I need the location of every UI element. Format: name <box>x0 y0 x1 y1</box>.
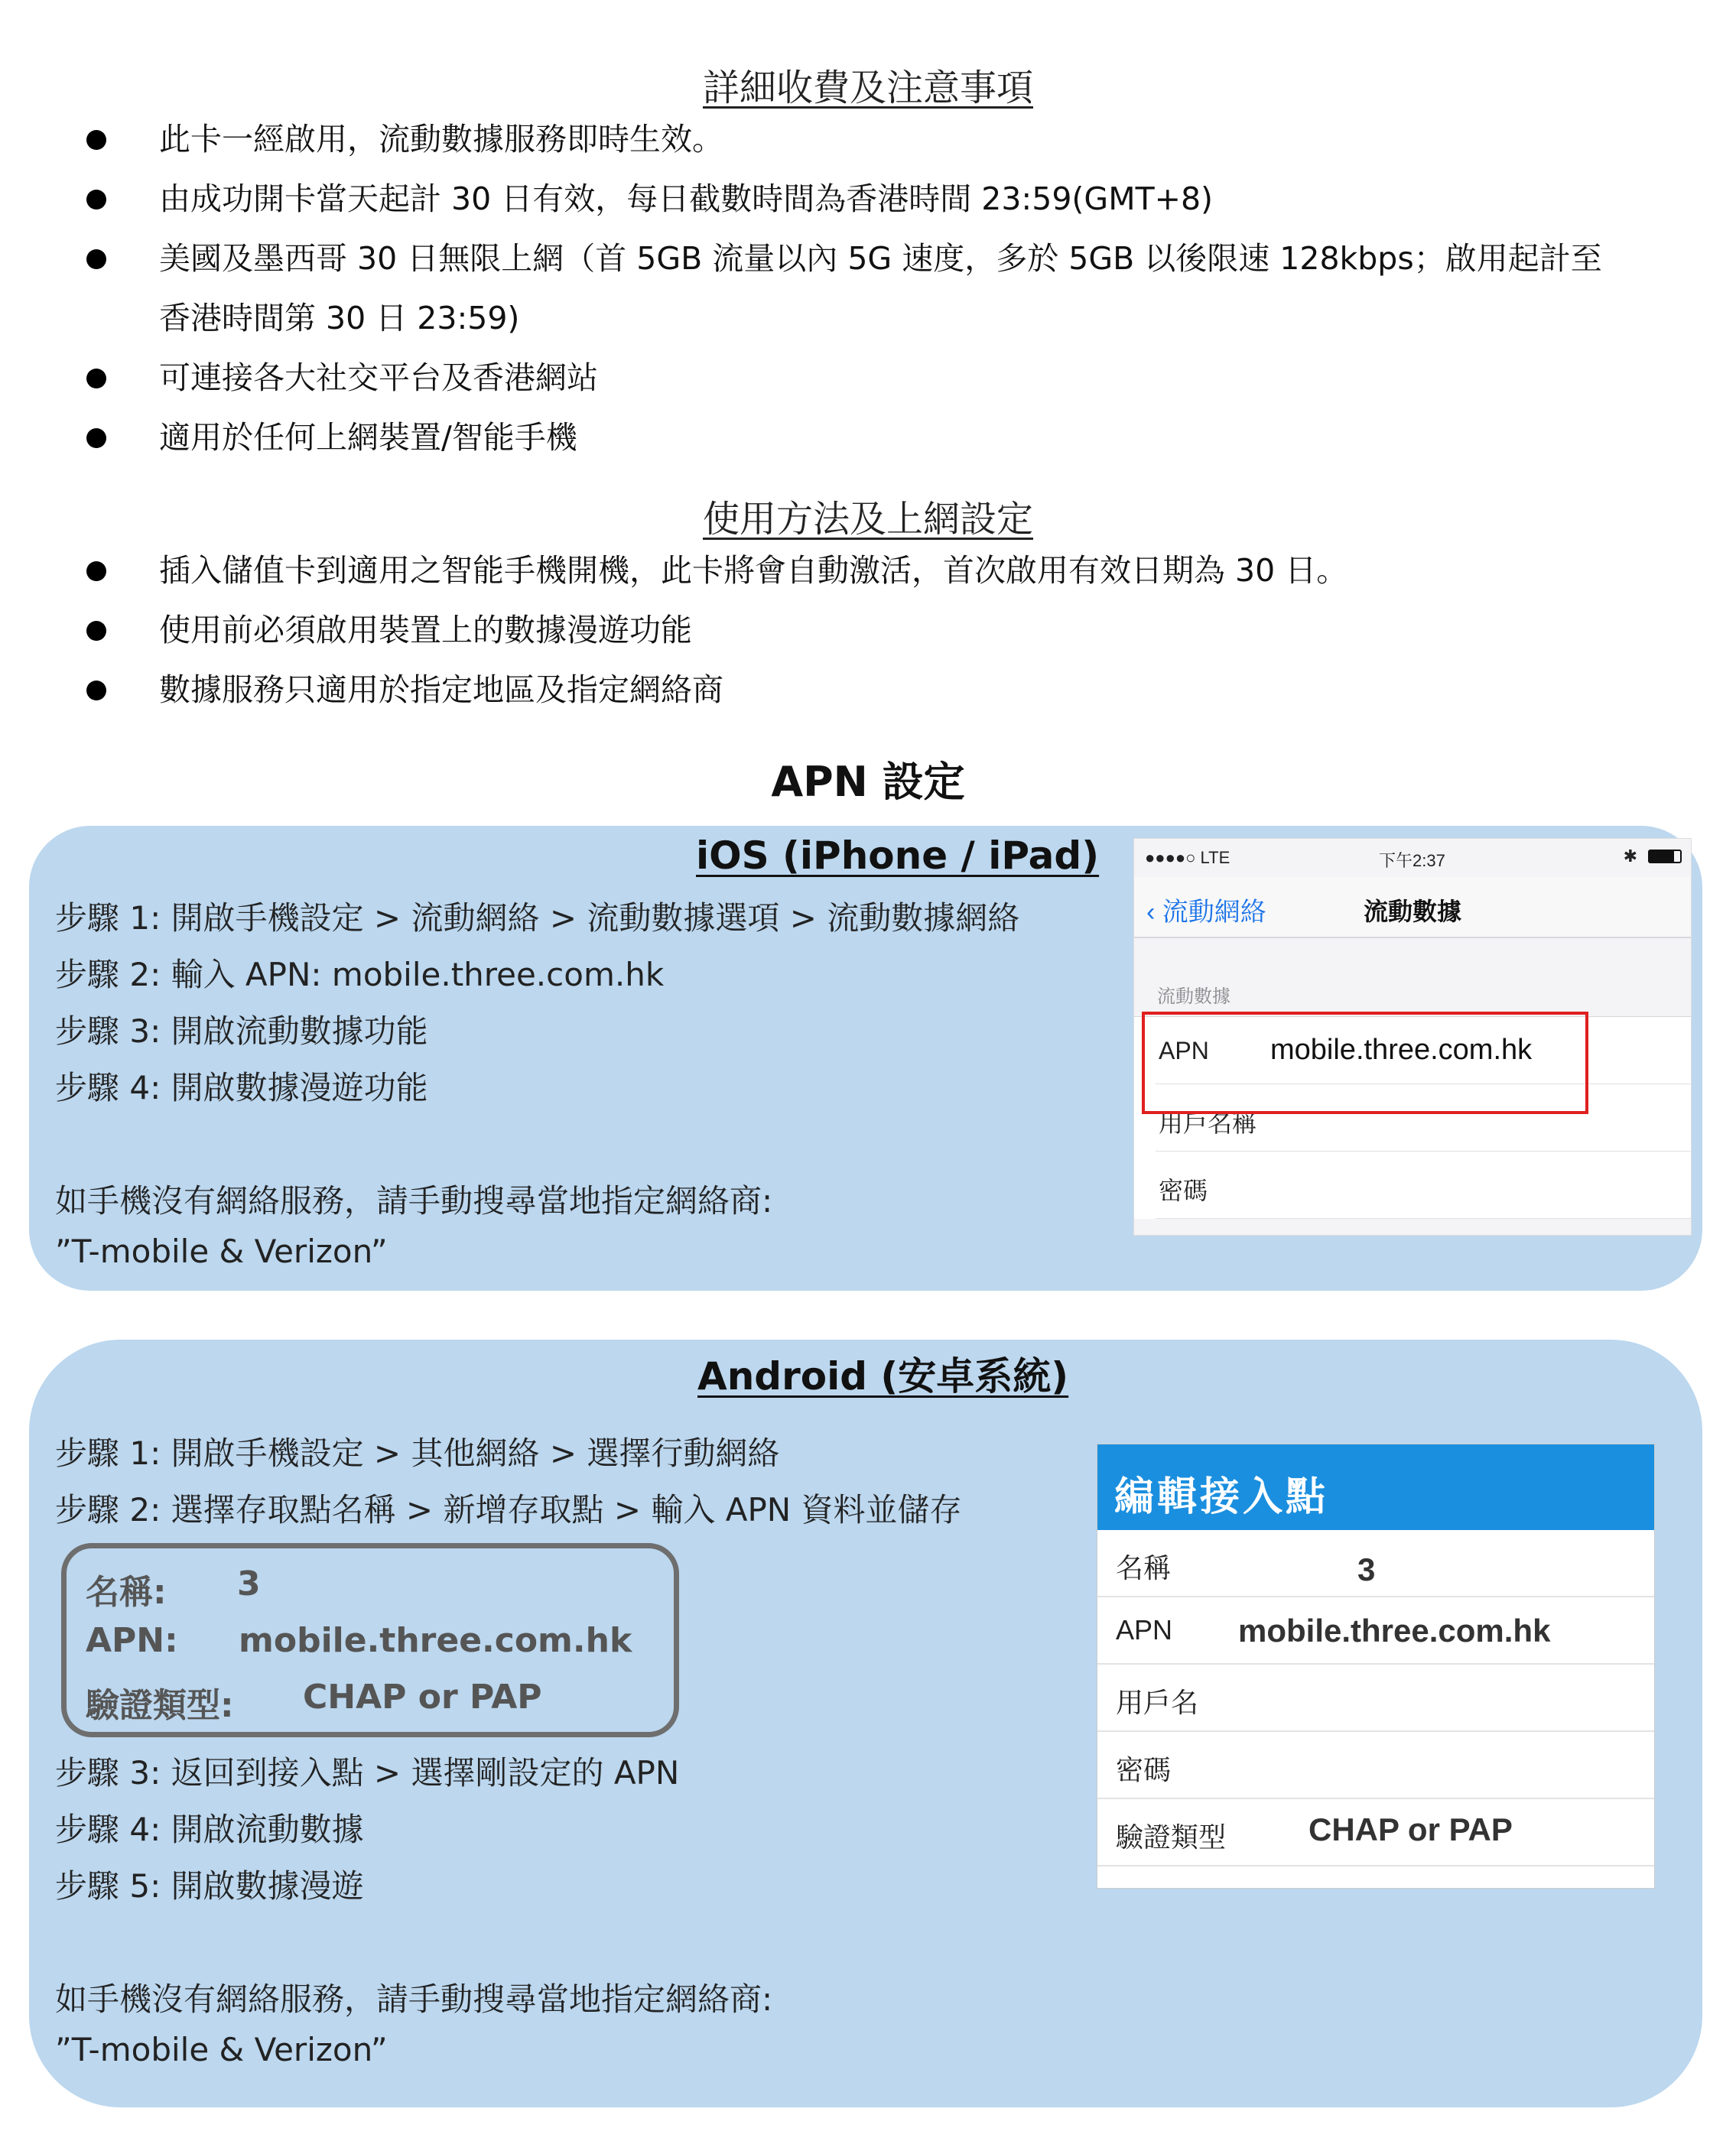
bullet-icon <box>86 428 106 448</box>
apn-value: mobile.three.com.hk <box>239 1621 632 1660</box>
username-row[interactable]: 用戶名稱 <box>1156 1084 1692 1152</box>
apn-settings-title: APN 設定 <box>771 758 965 806</box>
android-operators: ”T-mobile & Verizon” <box>55 2031 388 2068</box>
apn-row[interactable]: APN mobile.three.com.hk <box>1097 1597 1655 1665</box>
usage-heading: 使用方法及上網設定 <box>702 498 1033 541</box>
ios-operators: ”T-mobile & Verizon” <box>55 1233 388 1270</box>
ios-screenshot <box>1133 838 1692 1236</box>
apn-highlight-box <box>1142 1012 1588 1114</box>
android-step-4: 步驟 4: 開啟流動數據 <box>55 1811 364 1848</box>
apn-name-label: 名稱: <box>86 1573 167 1612</box>
bullet-icon <box>86 681 106 700</box>
bullet-icon <box>86 369 106 388</box>
status-time: 下午2:37 <box>1379 851 1445 870</box>
android-step-1: 步驟 1: 開啟手機設定 > 其他網絡 > 選擇行動網絡 <box>55 1434 780 1472</box>
apn-label: APN: <box>86 1621 178 1660</box>
android-title: Android (安卓系統) <box>697 1354 1069 1399</box>
apn-row[interactable]: APN mobile.three.com.hk <box>1156 1017 1692 1084</box>
ios-step-3: 步驟 3: 開啟流動數據功能 <box>55 1012 428 1050</box>
android-screenshot <box>1097 1444 1655 1889</box>
username-row[interactable]: 用戶名 <box>1097 1665 1655 1732</box>
bullet-icon <box>86 561 106 581</box>
auth-type-value: CHAP or PAP <box>303 1678 542 1717</box>
battery-icon <box>1648 850 1682 863</box>
ios-step-4: 步驟 4: 開啟數據漫遊功能 <box>55 1069 428 1106</box>
ios-step-2: 步驟 2: 輸入 APN: mobile.three.com.hk <box>55 956 665 993</box>
back-button[interactable]: ‹ 流動網絡 <box>1146 898 1266 927</box>
bullet-icon <box>86 621 106 641</box>
ios-title: iOS (iPhone / iPad) <box>696 833 1100 878</box>
status-bar <box>1134 839 1692 876</box>
ios-note: 如手機沒有網絡服務，請手動搜尋當地指定網絡商: <box>55 1182 773 1220</box>
name-row[interactable]: 名稱 3 <box>1097 1530 1655 1597</box>
bullet-icon <box>86 249 106 269</box>
ios-step-1: 步驟 1: 開啟手機設定 > 流動網絡 > 流動數據選項 > 流動數據網絡 <box>55 899 1020 937</box>
nav-bar <box>1134 877 1692 938</box>
signal-icon: ●●●●○ LTE <box>1145 848 1230 867</box>
android-step-3: 步驟 3: 返回到接入點 > 選擇剛設定的 APN <box>55 1754 680 1792</box>
auth-type-row[interactable]: 驗證類型 CHAP or PAP <box>1097 1799 1655 1866</box>
nav-title: 流動數據 <box>1364 898 1462 925</box>
edit-apn-header: 編輯接入點 <box>1097 1444 1655 1530</box>
section-label: 流動數據 <box>1157 986 1230 1007</box>
auth-type-label: 驗證類型: <box>86 1686 234 1725</box>
android-note: 如手機沒有網絡服務，請手動搜尋當地指定網絡商: <box>55 1980 773 2018</box>
password-row[interactable]: 密碼 <box>1097 1732 1655 1799</box>
android-step-5: 步驟 5: 開啟數據漫遊 <box>55 1867 364 1905</box>
bluetooth-icon: ✱ <box>1623 846 1637 866</box>
android-step-2: 步驟 2: 選擇存取點名稱 > 新增存取點 > 輸入 APN 資料並儲存 <box>55 1491 962 1529</box>
bullet-icon <box>86 130 106 150</box>
charges-heading: 詳細收費及注意事項 <box>702 67 1033 109</box>
password-row[interactable]: 密碼 <box>1156 1152 1692 1219</box>
apn-name-value: 3 <box>237 1564 261 1603</box>
bullet-icon <box>86 190 106 210</box>
